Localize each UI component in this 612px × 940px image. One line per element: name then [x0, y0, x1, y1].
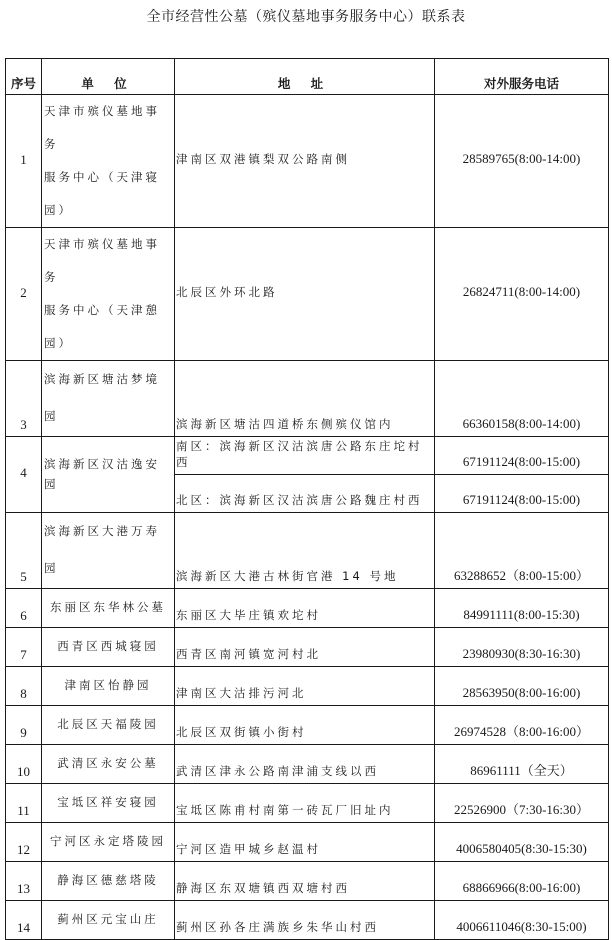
row-index: 2: [6, 228, 42, 361]
row-address-north: 北区：滨海新区汉沽滨唐公路魏庄村西: [175, 475, 435, 513]
header-address: 地 址: [175, 59, 435, 95]
row-unit: 滨海新区汉沽逸安园: [42, 437, 175, 513]
row-phone: 4006611046(8:30-15:00): [435, 901, 609, 940]
table-row: [6, 95, 609, 228]
table-row: [6, 628, 609, 667]
row-address: 北辰区双街镇小街村: [175, 706, 435, 745]
row-unit: 北辰区天福陵园: [42, 706, 175, 745]
row-unit: 武清区永安公墓: [42, 745, 175, 784]
row-unit: 宝坻区祥安寝园: [42, 784, 175, 823]
page-title: 全市经营性公墓（殡仪墓地事务服务中心）联系表: [146, 9, 466, 25]
table-row: [6, 862, 609, 901]
row-unit: 静海区德慈塔陵: [42, 862, 175, 901]
row-address: 东丽区大毕庄镇欢坨村: [175, 589, 435, 628]
row-unit: 东丽区东华林公墓: [42, 589, 175, 628]
row-index: 14: [6, 901, 42, 940]
row-address: 武清区津永公路南津浦支线以西: [175, 745, 435, 784]
row-address: 西青区南河镇宽河村北: [175, 628, 435, 667]
table-row: [6, 901, 609, 940]
row-unit: 西青区西城寝园: [42, 628, 175, 667]
table-row: [6, 784, 609, 823]
row-index: 5: [6, 513, 42, 589]
row-phone: 84991111(8:00-15:30): [435, 589, 609, 628]
row-index: 3: [6, 361, 42, 437]
table-header-row: [6, 59, 609, 95]
row-index: 1: [6, 95, 42, 228]
header-phone: 对外服务电话: [435, 59, 609, 95]
contact-table: [5, 58, 609, 940]
row-unit: 蓟州区元宝山庄: [42, 901, 175, 940]
row-index: 11: [6, 784, 42, 823]
row-index: 7: [6, 628, 42, 667]
table-row: [6, 228, 609, 361]
row-phone: 66360158(8:00-14:00): [435, 361, 609, 437]
row-phone: 26824711(8:00-14:00): [435, 228, 609, 361]
row-unit-line2: 服务中心（天津憩园）: [44, 303, 160, 350]
table-row: [6, 589, 609, 628]
row-address: 蓟州区孙各庄满族乡朱华山村西: [175, 901, 435, 940]
row-unit: 滨海新区大港万寿园: [42, 513, 175, 589]
row-index: 12: [6, 823, 42, 862]
row-unit: 滨海新区塘沽梦境园: [42, 361, 175, 437]
row-index: 8: [6, 667, 42, 706]
row-phone: 26974528（8:00-16:00）: [435, 706, 609, 745]
table-row: [6, 823, 609, 862]
row-unit: 津南区怡静园: [42, 667, 175, 706]
row-unit: [42, 228, 175, 361]
row-phone-north: 67191124(8:00-15:00): [435, 475, 609, 513]
row-phone: 63288652（8:00-15:00）: [435, 513, 609, 589]
row-phone: 23980930(8:30-16:30): [435, 628, 609, 667]
row-address: 宁河区造甲城乡赵温村: [175, 823, 435, 862]
row-unit-line1: 天津市殡仪墓地事务: [44, 104, 160, 151]
row-unit-line2: 服务中心（天津寝园）: [44, 170, 160, 217]
row-index: 9: [6, 706, 42, 745]
row-phone: 28589765(8:00-14:00): [435, 95, 609, 228]
row-address: 宝坻区陈甫村南第一砖瓦厂旧址内: [175, 784, 435, 823]
table-row: [6, 437, 609, 475]
row-unit: [42, 95, 175, 228]
table-row: [6, 667, 609, 706]
header-index: 序号: [6, 59, 42, 95]
row-address: 滨海新区塘沽四道桥东侧殡仪馆内: [175, 361, 435, 437]
row-unit-line1: 天津市殡仪墓地事务: [44, 237, 160, 284]
row-address: 津南区大沽排污河北: [175, 667, 435, 706]
header-unit: 单 位: [42, 59, 175, 95]
table-row: [6, 706, 609, 745]
row-phone: 4006580405(8:30-15:30): [435, 823, 609, 862]
row-unit: 宁河区永定塔陵园: [42, 823, 175, 862]
row-address: 北辰区外环北路: [175, 228, 435, 361]
row-phone: 28563950(8:00-16:00): [435, 667, 609, 706]
row-index: 10: [6, 745, 42, 784]
row-index: 4: [6, 437, 42, 513]
row-phone: 22526900（7:30-16:30）: [435, 784, 609, 823]
row-index: 6: [6, 589, 42, 628]
row-index: 13: [6, 862, 42, 901]
table-row: [6, 361, 609, 437]
row-phone-south: 67191124(8:00-15:00): [435, 437, 609, 475]
row-address: 静海区东双塘镇西双塘村西: [175, 862, 435, 901]
row-address: 滨海新区大港古林街官港 14 号地: [175, 513, 435, 589]
table-row: [6, 513, 609, 589]
table-row: [6, 745, 609, 784]
row-address: 津南区双港镇梨双公路南侧: [175, 95, 435, 228]
row-phone: 86961111（全天）: [435, 745, 609, 784]
row-address-south: 南区：滨海新区汉沽滨唐公路东庄坨村西: [175, 437, 435, 475]
row-phone: 68866966(8:00-16:00): [435, 862, 609, 901]
